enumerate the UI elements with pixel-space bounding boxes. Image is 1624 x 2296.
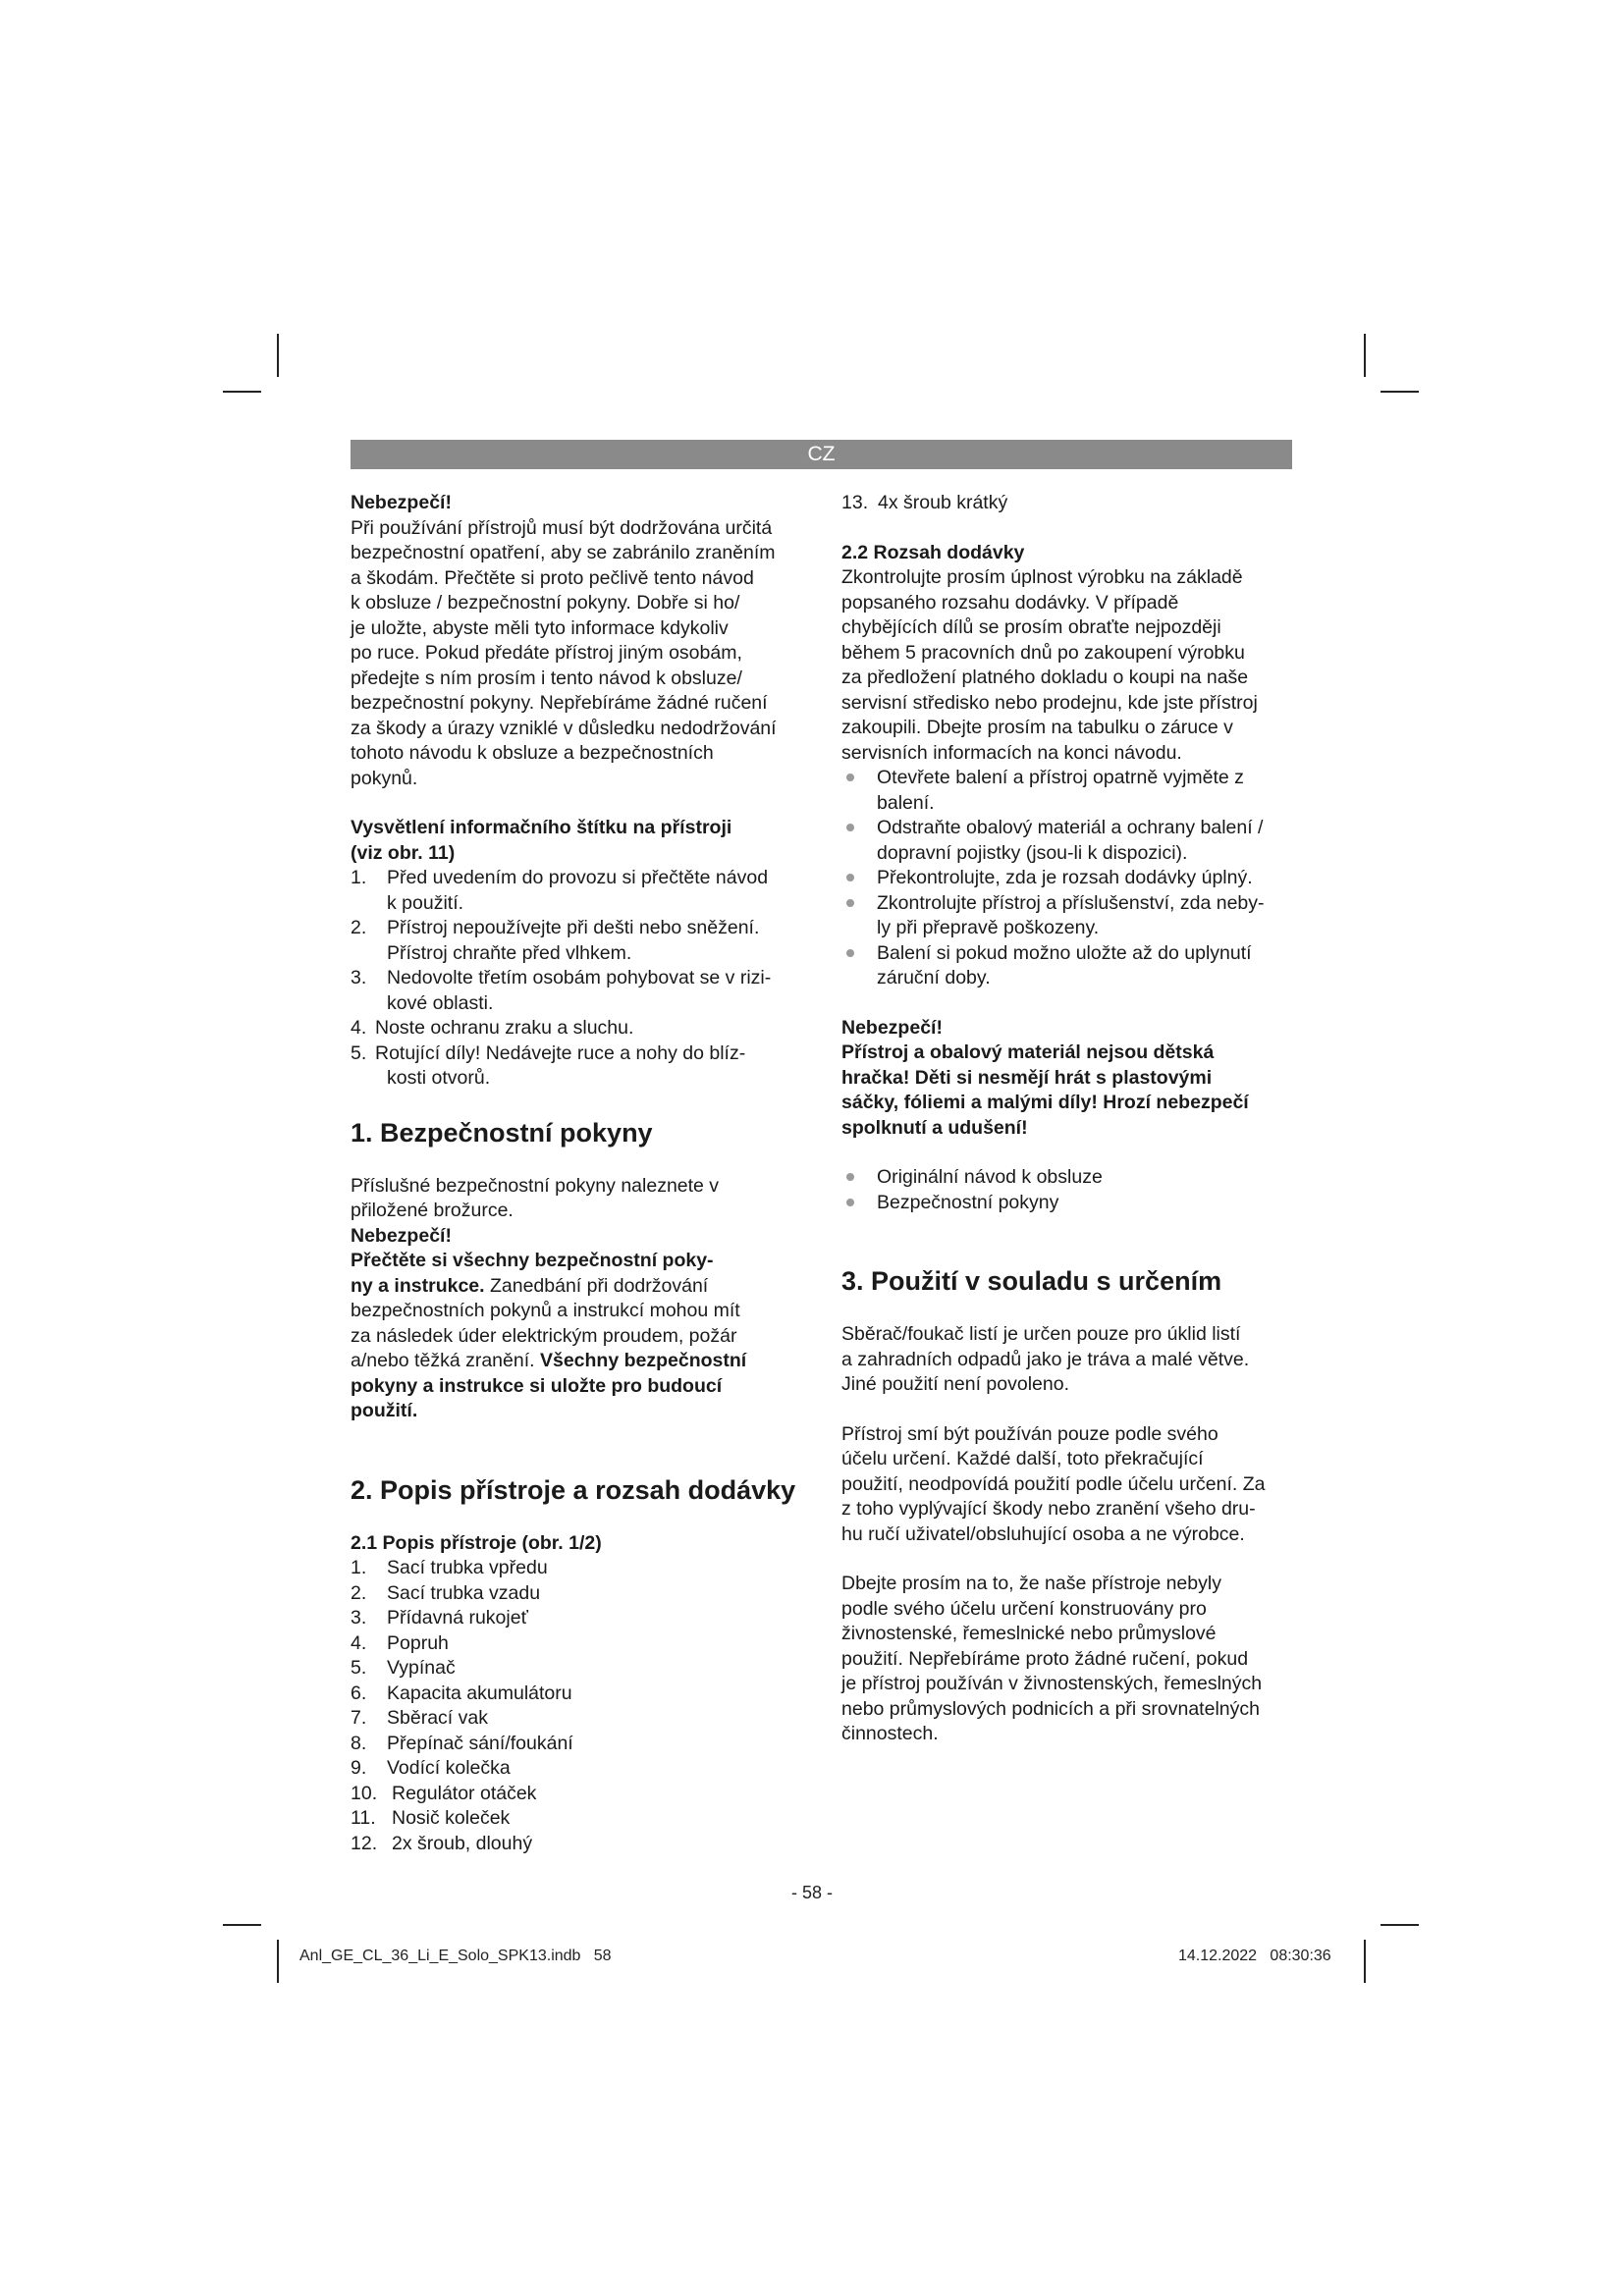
item-number: 2.: [351, 917, 367, 938]
bullet-item: [841, 941, 1295, 991]
crop-mark: [1364, 334, 1366, 377]
bullet-item: Originální návod k obsluze: [841, 1165, 1295, 1191]
bullet-text-line: ly při přepravě poškozeny.: [877, 917, 1100, 938]
text-line: činnostech.: [841, 1723, 939, 1744]
part-label: Regulátor otáček: [392, 1782, 537, 1804]
list-item: [351, 1041, 810, 1092]
text-line: pokynů.: [351, 767, 418, 789]
section-2-2-paragraph: [841, 565, 1295, 766]
section-3-paragraph-3: [841, 1572, 1295, 1747]
crop-mark: [1380, 391, 1419, 393]
part-number: 12.: [351, 1832, 378, 1854]
section-1-paragraph: [351, 1174, 810, 1224]
part-number: 2.: [351, 1581, 367, 1604]
text-line: použití, neodpovídá použití podle účelu určení. Za: [841, 1472, 1266, 1495]
danger-heading: Nebezpečí!: [351, 492, 452, 513]
part-number: 8.: [351, 1732, 367, 1754]
text-line: tohoto návodu k obsluze a bezpečnostních: [351, 742, 714, 764]
list-item: [351, 1656, 810, 1682]
text-line: chybějících dílů se prosím obraťte nejpozději: [841, 616, 1221, 638]
bullet-text-line: Zkontrolujte přístroj a příslušenství, zda neby-: [877, 891, 1265, 914]
bold-text-line: sáčky, fóliemi a malými díly! Hrozí nebezpečí: [841, 1092, 1249, 1113]
left-column: [351, 491, 810, 1856]
list-item: [351, 916, 810, 966]
item-text-line: Noste ochranu zraku a sluchu.: [375, 1017, 634, 1039]
part-label: Kapacita akumulátoru: [387, 1682, 572, 1704]
text-line: nebo průmyslových podnicích a při srovnatelných: [841, 1697, 1260, 1720]
crop-mark: [1380, 1924, 1419, 1926]
item-text-line: k použití.: [387, 891, 464, 914]
list-item: [351, 1756, 810, 1782]
part-label: 2x šroub, dlouhý: [392, 1832, 533, 1854]
language-header-bar: CZ: [351, 440, 1292, 469]
text-line: Příslušné bezpečnostní pokyny naleznete v: [351, 1174, 720, 1197]
section-1-text-span: Zanedbání při dodržování: [484, 1274, 709, 1297]
item-number: 5.: [351, 1041, 367, 1064]
section-1-bold-span-2: Všechny bezpečnostní: [539, 1350, 747, 1371]
text-line: předejte s ním prosím i tento návod k obsluze/: [351, 667, 742, 689]
part-number: 5.: [351, 1657, 367, 1679]
text-line: z toho vyplývající škody nebo zranění všeho dru-: [841, 1498, 1256, 1520]
list-item: [351, 1016, 810, 1041]
label-explanation-list: [351, 866, 810, 1092]
text-line: Přístroj smí být používán pouze podle svého: [841, 1422, 1218, 1445]
text-line: bezpečnostní opatření, aby se zabránilo zraněním: [351, 542, 776, 563]
bullet-item: [841, 866, 1295, 891]
part-number: 13.: [841, 492, 869, 513]
text-line: během 5 pracovních dnů po zakoupení výrobku: [841, 641, 1245, 664]
bullet-item: [841, 816, 1295, 866]
bullet-text-line: dopravní pojistky (jsou-li k dispozici).: [877, 841, 1188, 864]
section-3-paragraph-2: [841, 1422, 1295, 1548]
bullet-text-line: balení.: [877, 791, 935, 814]
list-item: [841, 491, 1295, 516]
text-line: živnostenské, řemeslnické nebo průmyslové: [841, 1623, 1217, 1644]
text-line: zakoupili. Dbejte prosím na tabulku o záruce v: [841, 717, 1233, 738]
part-label: Přídavná rukojeť: [387, 1607, 528, 1629]
item-number: 1.: [351, 867, 367, 888]
text-line: podle svého účelu určení konstruovány pro: [841, 1597, 1207, 1620]
text-line: je uložte, abyste měli tyto informace kdykoliv: [351, 616, 729, 639]
footer-file-name: Anl_GE_CL_36_Li_E_Solo_SPK13.indb 58: [299, 1948, 612, 1964]
part-number: 3.: [351, 1607, 367, 1629]
part-label: Vodící kolečka: [387, 1757, 511, 1779]
part-label: Sběrací vak: [387, 1707, 488, 1729]
list-item: [351, 1556, 810, 1581]
label-section-subtitle: (viz obr. 11): [351, 841, 456, 864]
crop-mark: [277, 334, 279, 377]
crop-mark: [223, 1924, 261, 1926]
part-label: 4x šroub krátký: [878, 492, 1008, 513]
danger-heading-2: Nebezpečí!: [841, 1016, 943, 1039]
list-item: [351, 1732, 810, 1757]
section-2-heading: 2. Popis přístroje a rozsah dodávky: [351, 1474, 796, 1505]
list-item: [351, 966, 810, 1016]
text-line: účelu určení. Každé další, toto překračující: [841, 1448, 1204, 1469]
bold-text-line: pokyny a instrukce si uložte pro budoucí: [351, 1374, 723, 1397]
item-number: 4.: [351, 1017, 367, 1039]
section-1-text-span-2: a/nebo těžká zranění.: [351, 1350, 540, 1371]
list-item: [351, 1782, 810, 1807]
part-label: Popruh: [387, 1631, 449, 1654]
text-line: popsaného rozsahu dodávky. V případě: [841, 591, 1179, 614]
bold-text-line: použití.: [351, 1400, 418, 1421]
text-line: použití. Nepřebíráme proto žádné ručení, pokud: [841, 1647, 1249, 1670]
crop-mark: [223, 391, 261, 393]
section-1-mixed-line: [351, 1274, 810, 1300]
bold-text-line: spolknutí a udušení!: [841, 1116, 1028, 1139]
bold-text-line: hračka! Děti si nesmějí hrát s plastovými: [841, 1066, 1213, 1089]
section-3-heading: 3. Použití v souladu s určením: [841, 1266, 1222, 1296]
part-number: 10.: [351, 1782, 378, 1804]
part-label: Sací trubka vzadu: [387, 1581, 541, 1604]
text-line: a zahradních odpadů jako je tráva a malé větve.: [841, 1348, 1250, 1370]
text-line: a škodám. Přečtěte si proto pečlivě tento návod: [351, 566, 754, 589]
text-line: bezpečnostní pokyny. Nepřebíráme žádné ručení: [351, 692, 768, 714]
bullet-item: [841, 891, 1295, 941]
right-column: [841, 491, 1295, 1747]
text-line: hu ručí uživatel/obsluhující osoba a ne výrobce.: [841, 1522, 1245, 1545]
list-item: [351, 1581, 810, 1607]
label-section-title: Vysvětlení informačního štítku na přístroji: [351, 817, 732, 838]
item-text-line: kové oblasti.: [387, 991, 494, 1014]
section-1-bold-lines: [351, 1374, 810, 1424]
part-label: Přepínač sání/foukání: [387, 1732, 573, 1754]
list-item: [351, 866, 810, 916]
bullet-text-line: Balení si pokud možno uložte až do uplynutí: [877, 941, 1252, 964]
section-2-2-heading: 2.2 Rozsah dodávky: [841, 541, 1025, 563]
crop-mark: [277, 1940, 279, 1983]
text-line: servisních informacích na konci návodu.: [841, 741, 1182, 764]
list-item: [351, 1806, 810, 1832]
section-3-paragraph-1: [841, 1322, 1295, 1398]
section-2-1-heading: 2.1 Popis přístroje (obr. 1/2): [351, 1531, 602, 1554]
item-text-line: Přístroj chraňte před vlhkem.: [387, 941, 632, 964]
bullet-item: Bezpečnostní pokyny: [841, 1191, 1295, 1216]
included-documents-list: [841, 1165, 1295, 1215]
part-number: 4.: [351, 1631, 367, 1654]
list-item: [351, 1682, 810, 1707]
text-line: servisní středisko nebo prodejnu, kde jste přístroj: [841, 691, 1258, 714]
danger-paragraph: [351, 516, 810, 792]
section-1-heading: 1. Bezpečnostní pokyny: [351, 1117, 653, 1148]
crop-mark: [1364, 1940, 1366, 1983]
bullet-text-line: Odstraňte obalový materiál a ochrany balení /: [877, 817, 1264, 838]
bullet-text-line: záruční doby.: [877, 967, 991, 988]
delivery-steps-list: [841, 766, 1295, 991]
bold-text-line: Přístroj a obalový materiál nejsou dětská: [841, 1041, 1215, 1063]
item-text-line: Rotující díly! Nedávejte ruce a nohy do blíz-: [375, 1041, 746, 1064]
part-number: 11.: [351, 1807, 376, 1829]
list-item: [351, 1832, 810, 1857]
part-number: 9.: [351, 1757, 367, 1779]
part-label: Vypínač: [387, 1657, 456, 1679]
list-item: [351, 1706, 810, 1732]
part-label: Nosič koleček: [392, 1807, 511, 1829]
section-1-bold-span: ny a instrukce.: [351, 1274, 485, 1297]
section-1-mixed-line-2: [351, 1349, 810, 1374]
list-item: [351, 1631, 810, 1657]
item-text-line: Před uvedením do provozu si přečtěte návod: [387, 867, 769, 888]
part-number: 7.: [351, 1707, 367, 1729]
section-1-danger: Nebezpečí!: [351, 1224, 452, 1247]
part-label: Sací trubka vpředu: [387, 1557, 548, 1578]
part-number: 6.: [351, 1682, 367, 1704]
parts-list-continued: [841, 491, 1295, 516]
bullet-item: [841, 766, 1295, 816]
text-line: za následek úder elektrickým proudem, požár: [351, 1324, 737, 1347]
text-line: k obsluze / bezpečnostní pokyny. Dobře si ho/: [351, 592, 740, 614]
list-item: [351, 1606, 810, 1631]
bullet-text-line: Překontrolujte, zda je rozsah dodávky úplný.: [877, 867, 1253, 888]
item-text-line: Nedovolte třetím osobám pohybovat se v rizi-: [387, 967, 772, 988]
text-line: po ruce. Pokud předáte přístroj jiným osobám,: [351, 642, 742, 664]
section-1-bold-line: Přečtěte si všechny bezpečnostní poky-: [351, 1250, 714, 1271]
text-line: Sběrač/foukač listí je určen pouze pro úklid listí: [841, 1323, 1241, 1345]
text-line: Dbejte prosím na to, že naše přístroje nebyly: [841, 1573, 1221, 1594]
text-line: Zkontrolujte prosím úplnost výrobku na základě: [841, 566, 1243, 588]
footer-timestamp: 14.12.2022 08:30:36: [1178, 1948, 1331, 1964]
text-line: bezpečnostních pokynů a instrukcí mohou mít: [351, 1300, 740, 1321]
text-line: za předložení platného dokladu o koupi na naše: [841, 667, 1249, 688]
text-line: za škody a úrazy vzniklé v důsledku nedodržování: [351, 717, 777, 739]
item-text-line: Přístroj nepoužívejte při dešti nebo sněžení.: [387, 917, 760, 938]
part-number: 1.: [351, 1557, 367, 1578]
text-line: Jiné použití není povoleno.: [841, 1373, 1070, 1395]
page-number: - 58 -: [790, 1883, 833, 1902]
section-1-text-lines: [351, 1299, 810, 1349]
item-text-line: kosti otvorů.: [387, 1067, 491, 1089]
bullet-text-line: Otevřete balení a přístroj opatrně vyjměte z: [877, 767, 1244, 788]
text-line: je přístroj používán v živnostenských, řemeslných: [841, 1673, 1263, 1694]
text-line: přiložené brožurce.: [351, 1200, 514, 1221]
text-line: Při používání přístrojů musí být dodržována určitá: [351, 516, 773, 539]
danger-paragraph-2: [841, 1041, 1295, 1141]
parts-list: [351, 1556, 810, 1856]
item-number: 3.: [351, 967, 367, 988]
